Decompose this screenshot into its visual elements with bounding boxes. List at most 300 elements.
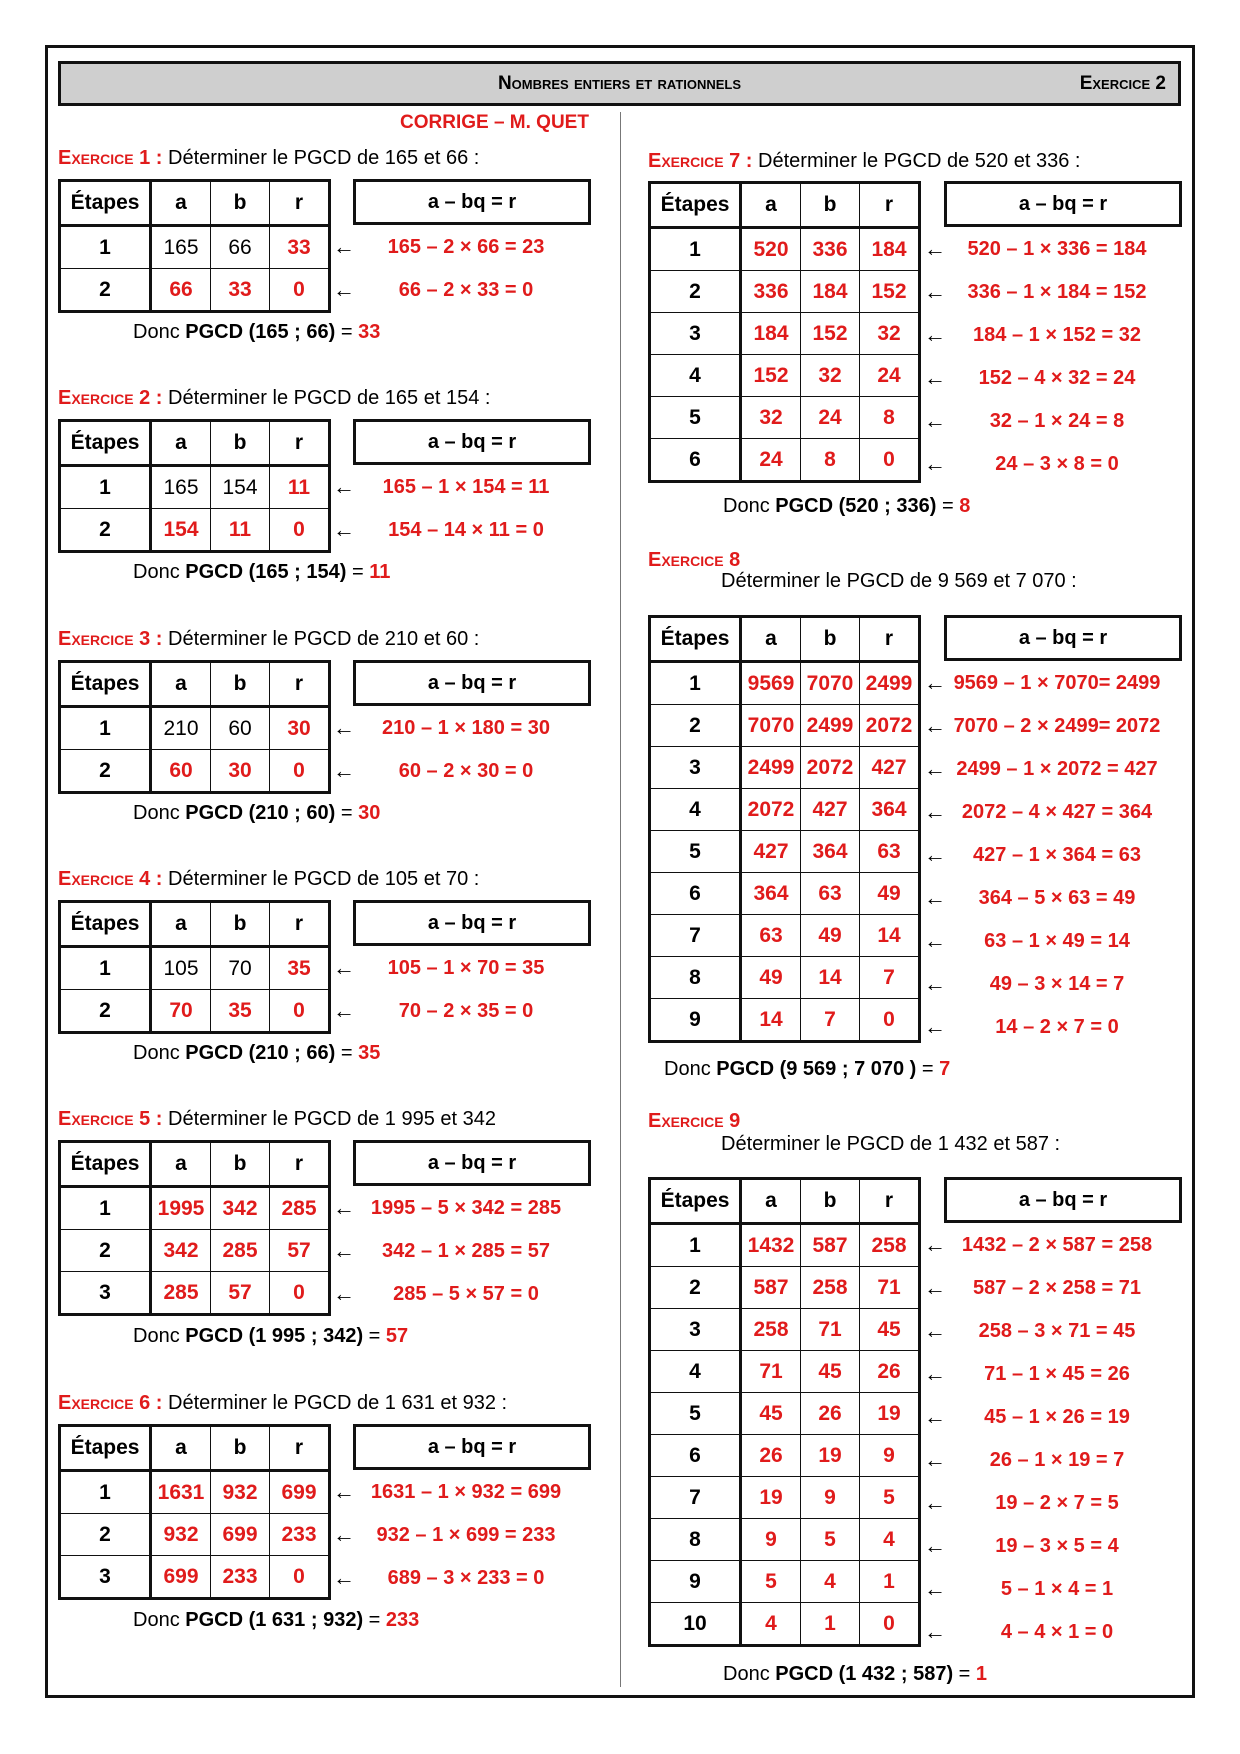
- exercise-label: Exercice 6 :: [58, 1392, 163, 1414]
- exercise-2-table: [58, 419, 331, 553]
- a-cell: 258: [741, 1309, 801, 1351]
- r-cell: 0: [270, 509, 330, 552]
- exercise-subtitle: Déterminer le PGCD de 1 432 et 587 :: [721, 1133, 1061, 1155]
- arrow-left-icon: ←: [924, 1490, 946, 1515]
- pgcd-result: 7: [939, 1058, 951, 1080]
- a-cell: 63: [741, 915, 801, 957]
- a-cell: 2499: [741, 747, 801, 789]
- column-header: a: [151, 902, 211, 947]
- formula-text: 210 – 1 × 180 = 30: [382, 717, 550, 739]
- b-cell: 24: [801, 397, 860, 439]
- column-header: Étapes: [60, 1142, 151, 1187]
- arrow-left-icon: ←: [333, 474, 355, 499]
- a-cell: 1631: [151, 1471, 211, 1514]
- table-row: [650, 705, 920, 747]
- column-header: r: [270, 181, 330, 226]
- pgcd-result: 30: [358, 802, 381, 824]
- b-cell: 7070: [801, 662, 860, 705]
- arrow-left-icon: ←: [333, 1565, 355, 1590]
- conclusion-prefix: Donc: [133, 1325, 186, 1347]
- a-cell: 2072: [741, 789, 801, 831]
- column-header: b: [211, 421, 270, 466]
- formula-text: 165 – 1 × 154 = 11: [382, 476, 550, 498]
- r-cell: 45: [860, 1309, 920, 1351]
- a-cell: 364: [741, 873, 801, 915]
- column-header: b: [211, 902, 270, 947]
- a-cell: 32: [741, 397, 801, 439]
- a-cell: 165: [151, 226, 211, 269]
- a-cell: 210: [151, 707, 211, 750]
- a-cell: 4: [741, 1603, 801, 1646]
- arrow-left-icon: ←: [924, 1275, 946, 1300]
- formula-text: 70 – 2 × 35 = 0: [398, 1000, 534, 1022]
- a-cell: 154: [151, 509, 211, 552]
- column-header: r: [860, 1179, 920, 1224]
- a-cell: 1995: [151, 1187, 211, 1230]
- page-header: [58, 61, 1181, 106]
- formula-text: 587 – 2 × 258 = 71: [973, 1277, 1141, 1299]
- formula-text: 105 – 1 × 70 = 35: [387, 957, 545, 979]
- formula-text: 285 – 5 × 57 = 0: [393, 1283, 539, 1305]
- arrow-left-icon: ←: [333, 1195, 355, 1220]
- exercise-3-title: [58, 627, 598, 651]
- arrow-left-icon: ←: [333, 758, 355, 783]
- conclusion-prefix: Donc: [133, 321, 186, 343]
- a-cell: 336: [741, 271, 801, 313]
- table-row: [650, 957, 920, 999]
- exercise-1-title: [58, 146, 598, 170]
- formula-text: 63 – 1 × 49 = 14: [984, 930, 1130, 952]
- r-cell: 699: [270, 1471, 330, 1514]
- step-cell: 6: [650, 873, 741, 915]
- exercise-label: Exercice 7 :: [648, 150, 753, 172]
- table-row: [60, 1187, 330, 1230]
- step-cell: 10: [650, 1603, 741, 1646]
- arrow-left-icon: ←: [333, 1281, 355, 1306]
- equals: =: [335, 802, 359, 824]
- formula-text: 154 – 14 × 11 = 0: [388, 519, 544, 541]
- formula-text: 1631 – 1 × 932 = 699: [370, 1481, 562, 1503]
- step-cell: 3: [60, 1272, 151, 1315]
- column-header: a: [151, 1142, 211, 1187]
- exercise-label: Exercice 9: [648, 1110, 741, 1132]
- pgcd-expression: PGCD (520 ; 336): [775, 495, 937, 517]
- exercise-prompt: Déterminer le PGCD de 105 et 70 :: [162, 868, 480, 890]
- table-row: [60, 466, 330, 509]
- conclusion: [133, 321, 380, 344]
- arrow-left-icon: ←: [333, 277, 355, 302]
- r-cell: 0: [860, 1603, 920, 1646]
- table-row: [650, 999, 920, 1042]
- b-cell: 45: [801, 1351, 860, 1393]
- table-row: [60, 1556, 330, 1599]
- arrow-left-icon: ←: [333, 955, 355, 980]
- b-cell: 184: [801, 271, 860, 313]
- equals: =: [953, 1663, 976, 1685]
- b-cell: 699: [211, 1514, 270, 1556]
- step-cell: 2: [60, 990, 151, 1033]
- a-cell: 9569: [741, 662, 801, 705]
- arrow-left-icon: ←: [924, 799, 946, 824]
- formula-header: a – bq = r: [944, 615, 1182, 661]
- arrow-left-icon: ←: [924, 365, 946, 390]
- formula-text: 2072 – 4 × 427 = 364: [961, 801, 1153, 823]
- r-cell: 19: [860, 1393, 920, 1435]
- exercise-2-title: [58, 386, 598, 410]
- b-cell: 342: [211, 1187, 270, 1230]
- b-cell: 233: [211, 1556, 270, 1599]
- formula-text: 152 – 4 × 32 = 24: [978, 367, 1136, 389]
- table-row: [60, 1514, 330, 1556]
- conclusion: [133, 1325, 408, 1348]
- b-cell: 932: [211, 1471, 270, 1514]
- formula-text: 7070 – 2 × 2499= 2072: [953, 715, 1161, 737]
- a-cell: 587: [741, 1267, 801, 1309]
- column-header: b: [211, 1426, 270, 1471]
- column-header: a: [151, 421, 211, 466]
- formula-text: 2499 – 1 × 2072 = 427: [956, 758, 1158, 780]
- b-cell: 285: [211, 1230, 270, 1272]
- exercise-9-title: [648, 1109, 1188, 1133]
- r-cell: 152: [860, 271, 920, 313]
- column-header: r: [860, 183, 920, 228]
- table-row: [60, 269, 330, 312]
- arrow-left-icon: ←: [924, 670, 946, 695]
- formula-text: 4 – 4 × 1 = 0: [1000, 1621, 1114, 1643]
- a-cell: 9: [741, 1519, 801, 1561]
- exercise-4-table: [58, 900, 331, 1034]
- a-cell: 24: [741, 439, 801, 482]
- step-cell: 2: [60, 509, 151, 552]
- exercise-8-title: [648, 548, 1188, 572]
- step-cell: 1: [650, 662, 741, 705]
- r-cell: 233: [270, 1514, 330, 1556]
- step-cell: 8: [650, 1519, 741, 1561]
- table-row: [650, 915, 920, 957]
- step-cell: 1: [650, 1224, 741, 1267]
- table-row: [60, 947, 330, 990]
- table-row: [650, 439, 920, 482]
- header-exercise: Exercice 2: [1079, 73, 1166, 94]
- step-cell: 7: [650, 1477, 741, 1519]
- b-cell: 152: [801, 313, 860, 355]
- header-title: Nombres entiers et rationnels: [497, 73, 742, 94]
- table-row: [650, 1519, 920, 1561]
- r-cell: 184: [860, 228, 920, 271]
- conclusion-prefix: Donc: [133, 1609, 186, 1631]
- pgcd-expression: PGCD (9 569 ; 7 070 ): [716, 1058, 917, 1080]
- step-cell: 2: [650, 271, 741, 313]
- conclusion-prefix: Donc: [664, 1058, 717, 1080]
- table-row: [60, 1471, 330, 1514]
- arrow-left-icon: ←: [924, 1404, 946, 1429]
- a-cell: 7070: [741, 705, 801, 747]
- table-row: [650, 1477, 920, 1519]
- column-header: r: [270, 902, 330, 947]
- step-cell: 2: [650, 1267, 741, 1309]
- exercise-5-title: [58, 1107, 598, 1131]
- exercise-prompt: Déterminer le PGCD de 1 995 et 342: [162, 1108, 496, 1130]
- exercise-label: Exercice 8: [648, 549, 741, 571]
- step-cell: 1: [650, 228, 741, 271]
- pgcd-result: 233: [385, 1609, 420, 1631]
- arrow-left-icon: ←: [924, 451, 946, 476]
- r-cell: 63: [860, 831, 920, 873]
- column-divider: [620, 112, 621, 1687]
- a-cell: 71: [741, 1351, 801, 1393]
- exercise-3-table: [58, 660, 331, 794]
- step-cell: 3: [650, 747, 741, 789]
- b-cell: 35: [211, 990, 270, 1033]
- table-row: [650, 873, 920, 915]
- table-row: [650, 355, 920, 397]
- step-cell: 9: [650, 1561, 741, 1603]
- table-row: [60, 707, 330, 750]
- exercise-subtitle: Déterminer le PGCD de 9 569 et 7 070 :: [721, 570, 1077, 592]
- a-cell: 520: [741, 228, 801, 271]
- formula-text: 60 – 2 × 30 = 0: [398, 760, 534, 782]
- r-cell: 0: [860, 439, 920, 482]
- table-row: [60, 1272, 330, 1315]
- table-row: [650, 1224, 920, 1267]
- step-cell: 2: [60, 1230, 151, 1272]
- pgcd-expression: PGCD (165 ; 66): [185, 321, 336, 343]
- column-header: a: [151, 181, 211, 226]
- b-cell: 26: [801, 1393, 860, 1435]
- step-cell: 6: [650, 1435, 741, 1477]
- b-cell: 14: [801, 957, 860, 999]
- column-header: a: [741, 1179, 801, 1224]
- a-cell: 5: [741, 1561, 801, 1603]
- column-header: a: [741, 617, 801, 662]
- b-cell: 364: [801, 831, 860, 873]
- exercise-prompt: Déterminer le PGCD de 520 et 336 :: [752, 150, 1081, 172]
- pgcd-result: 57: [385, 1325, 409, 1347]
- table-row: [650, 747, 920, 789]
- column-header: r: [270, 662, 330, 707]
- exercise-8-table: [648, 615, 921, 1043]
- a-cell: 60: [151, 750, 211, 793]
- r-cell: 30: [270, 707, 330, 750]
- step-cell: 4: [650, 355, 741, 397]
- r-cell: 258: [860, 1224, 920, 1267]
- b-cell: 70: [211, 947, 270, 990]
- a-cell: 699: [151, 1556, 211, 1599]
- pgcd-expression: PGCD (210 ; 66): [185, 1042, 336, 1064]
- exercise-6-table: [58, 1424, 331, 1600]
- a-cell: 342: [151, 1230, 211, 1272]
- column-header: Étapes: [650, 183, 741, 228]
- r-cell: 7: [860, 957, 920, 999]
- r-cell: 5: [860, 1477, 920, 1519]
- conclusion-prefix: Donc: [133, 802, 186, 824]
- pgcd-result: 35: [358, 1042, 381, 1064]
- arrow-left-icon: ←: [924, 1619, 946, 1644]
- arrow-left-icon: ←: [924, 756, 946, 781]
- a-cell: 105: [151, 947, 211, 990]
- formula-text: 689 – 3 × 233 = 0: [387, 1567, 545, 1589]
- arrow-left-icon: ←: [924, 713, 946, 738]
- r-cell: 0: [270, 1272, 330, 1315]
- step-cell: 3: [650, 313, 741, 355]
- step-cell: 5: [650, 1393, 741, 1435]
- step-cell: 1: [60, 1187, 151, 1230]
- exercise-6-title: [58, 1391, 598, 1415]
- arrow-left-icon: ←: [333, 1479, 355, 1504]
- formula-text: 19 – 2 × 7 = 5: [995, 1492, 1119, 1514]
- column-header: Étapes: [650, 1179, 741, 1224]
- formula-header: a – bq = r: [353, 1140, 591, 1186]
- b-cell: 71: [801, 1309, 860, 1351]
- formula-text: 24 – 3 × 8 = 0: [995, 453, 1119, 475]
- table-row: [60, 1230, 330, 1272]
- r-cell: 8: [860, 397, 920, 439]
- step-cell: 5: [650, 831, 741, 873]
- formula-text: 932 – 1 × 699 = 233: [376, 1524, 556, 1546]
- column-header: Étapes: [60, 1426, 151, 1471]
- formula-text: 5 – 1 × 4 = 1: [1000, 1578, 1114, 1600]
- b-cell: 30: [211, 750, 270, 793]
- r-cell: 35: [270, 947, 330, 990]
- exercise-7-title: [648, 149, 1188, 173]
- r-cell: 24: [860, 355, 920, 397]
- conclusion: [723, 1663, 987, 1686]
- b-cell: 336: [801, 228, 860, 271]
- step-cell: 1: [60, 1471, 151, 1514]
- b-cell: 63: [801, 873, 860, 915]
- b-cell: 19: [801, 1435, 860, 1477]
- formula-text: 427 – 1 × 364 = 63: [973, 844, 1141, 866]
- exercise-1-table: [58, 179, 331, 313]
- a-cell: 152: [741, 355, 801, 397]
- exercise-prompt: Déterminer le PGCD de 165 et 154 :: [162, 387, 491, 409]
- arrow-left-icon: ←: [924, 928, 946, 953]
- b-cell: 66: [211, 226, 270, 269]
- r-cell: 0: [270, 990, 330, 1033]
- step-cell: 1: [60, 466, 151, 509]
- exercise-label: Exercice 5 :: [58, 1108, 163, 1130]
- conclusion-prefix: Donc: [133, 1042, 186, 1064]
- step-cell: 5: [650, 397, 741, 439]
- r-cell: 0: [860, 999, 920, 1042]
- b-cell: 57: [211, 1272, 270, 1315]
- exercise-prompt: Déterminer le PGCD de 210 et 60 :: [162, 628, 480, 650]
- b-cell: 8: [801, 439, 860, 482]
- b-cell: 7: [801, 999, 860, 1042]
- r-cell: 32: [860, 313, 920, 355]
- table-row: [650, 789, 920, 831]
- r-cell: 1: [860, 1561, 920, 1603]
- conclusion: [723, 495, 970, 518]
- formula-header: a – bq = r: [353, 1424, 591, 1470]
- step-cell: 2: [60, 1514, 151, 1556]
- arrow-left-icon: ←: [924, 279, 946, 304]
- step-cell: 2: [60, 750, 151, 793]
- arrow-left-icon: ←: [924, 885, 946, 910]
- arrow-left-icon: ←: [333, 998, 355, 1023]
- conclusion-prefix: Donc: [723, 495, 776, 517]
- table-row: [60, 990, 330, 1033]
- arrow-left-icon: ←: [924, 971, 946, 996]
- formula-text: 342 – 1 × 285 = 57: [382, 1240, 550, 1262]
- exercise-4-title: [58, 867, 598, 891]
- b-cell: 1: [801, 1603, 860, 1646]
- arrow-left-icon: ←: [924, 1361, 946, 1386]
- formula-text: 32 – 1 × 24 = 8: [989, 410, 1125, 432]
- b-cell: 258: [801, 1267, 860, 1309]
- table-row: [650, 662, 920, 705]
- column-header: b: [211, 181, 270, 226]
- table-row: [60, 226, 330, 269]
- column-header: Étapes: [650, 617, 741, 662]
- table-row: [60, 509, 330, 552]
- r-cell: 49: [860, 873, 920, 915]
- column-header: a: [741, 183, 801, 228]
- r-cell: 2072: [860, 705, 920, 747]
- step-cell: 3: [650, 1309, 741, 1351]
- column-header: b: [211, 662, 270, 707]
- column-header: r: [270, 1142, 330, 1187]
- column-header: r: [860, 617, 920, 662]
- formula-text: 258 – 3 × 71 = 45: [978, 1320, 1136, 1342]
- step-cell: 6: [650, 439, 741, 482]
- a-cell: 14: [741, 999, 801, 1042]
- r-cell: 364: [860, 789, 920, 831]
- formula-header: a – bq = r: [944, 1177, 1182, 1223]
- b-cell: 2072: [801, 747, 860, 789]
- pgcd-expression: PGCD (1 631 ; 932): [185, 1609, 364, 1631]
- formula-header: a – bq = r: [353, 900, 591, 946]
- table-row: [650, 1561, 920, 1603]
- a-cell: 932: [151, 1514, 211, 1556]
- formula-text: 165 – 2 × 66 = 23: [387, 236, 545, 258]
- conclusion-prefix: Donc: [723, 1663, 776, 1685]
- arrow-left-icon: ←: [924, 1318, 946, 1343]
- b-cell: 33: [211, 269, 270, 312]
- formula-header: a – bq = r: [353, 419, 591, 465]
- b-cell: 427: [801, 789, 860, 831]
- step-cell: 4: [650, 789, 741, 831]
- equals: =: [936, 495, 960, 517]
- equals: =: [335, 321, 359, 343]
- column-header: r: [270, 421, 330, 466]
- formula-text: 1995 – 5 × 342 = 285: [370, 1197, 562, 1219]
- formula-text: 66 – 2 × 33 = 0: [398, 279, 534, 301]
- equals: =: [335, 1042, 359, 1064]
- arrow-left-icon: ←: [924, 1447, 946, 1472]
- r-cell: 0: [270, 269, 330, 312]
- formula-text: 19 – 3 × 5 = 4: [995, 1535, 1119, 1557]
- a-cell: 66: [151, 269, 211, 312]
- arrow-left-icon: ←: [924, 322, 946, 347]
- a-cell: 285: [151, 1272, 211, 1315]
- table-row: [650, 313, 920, 355]
- conclusion: [133, 1042, 380, 1065]
- conclusion: [664, 1058, 950, 1081]
- b-cell: 9: [801, 1477, 860, 1519]
- r-cell: 71: [860, 1267, 920, 1309]
- a-cell: 19: [741, 1477, 801, 1519]
- b-cell: 11: [211, 509, 270, 552]
- table-row: [650, 1351, 920, 1393]
- a-cell: 45: [741, 1393, 801, 1435]
- formula-header: a – bq = r: [353, 660, 591, 706]
- b-cell: 5: [801, 1519, 860, 1561]
- author-label: CORRIGE – M. QUET: [400, 112, 589, 133]
- equals: =: [363, 1609, 386, 1631]
- column-header: b: [801, 1179, 860, 1224]
- table-row: [650, 271, 920, 313]
